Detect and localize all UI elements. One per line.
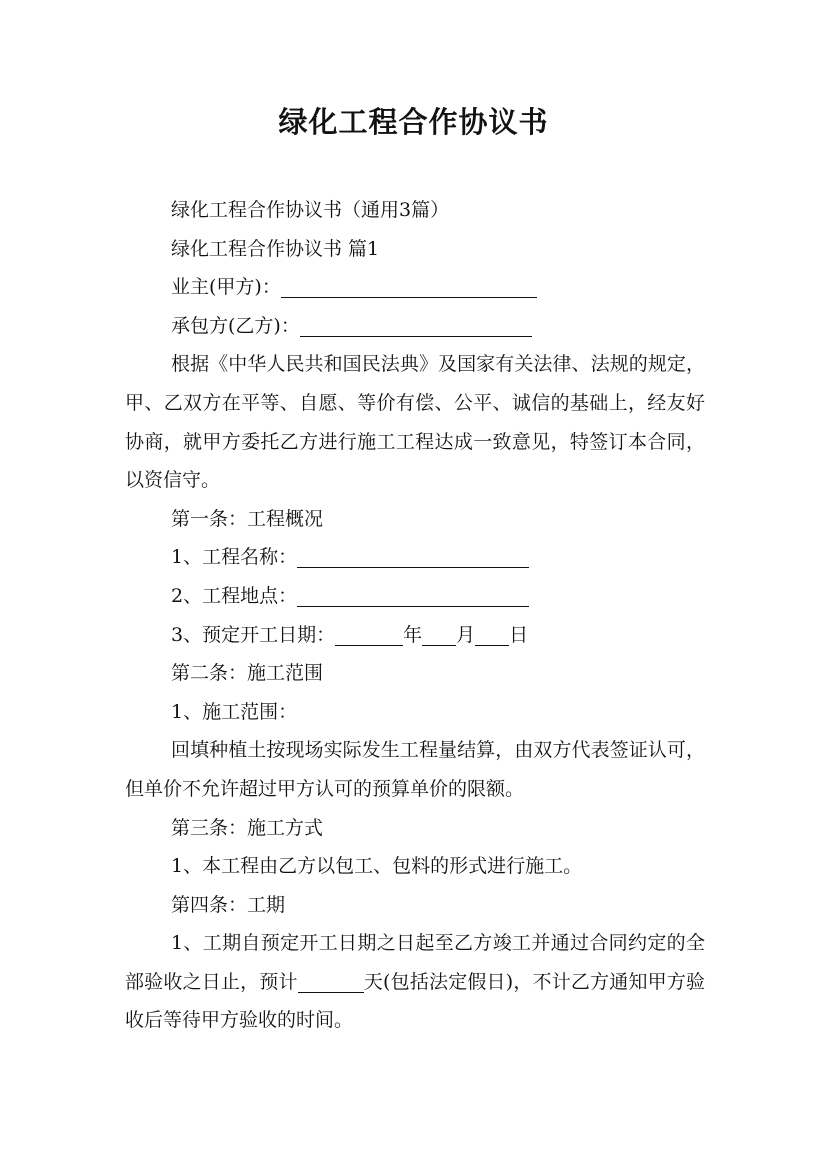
party-b-blank	[300, 314, 532, 337]
intro-paragraph: 根据《中华人民共和国民法典》及国家有关法律、法规的规定，甲、乙双方在平等、自愿、等价有偿、公平、诚信的基础上，经友好协商，就甲方委托乙方进行施工工程达成一致意见，特签订本合同，以资信守。	[125, 353, 705, 492]
article-1-heading: 第一条：工程概况	[171, 507, 324, 530]
project-name-blank	[297, 545, 529, 568]
project-location-blank	[297, 584, 529, 607]
article-2-heading: 第二条：施工范围	[171, 662, 324, 685]
period-text-before: 1、工期自预定开工日期之日起至乙方竣工并通过合同约定的全部验收之日止，预计	[125, 932, 705, 993]
project-location-line	[125, 577, 705, 616]
document-body	[125, 191, 705, 1040]
start-date-line	[125, 616, 705, 655]
party-a-label: 业主(甲方)：	[171, 276, 281, 299]
method-item: 1、本工程由乙方以包工、包料的形式进行施工。	[171, 855, 583, 878]
start-day-blank	[475, 623, 509, 646]
section-heading: 绿化工程合作协议书 篇1	[171, 237, 380, 260]
day-char: 日	[509, 623, 529, 646]
month-char: 月	[456, 623, 476, 646]
party-b-line	[125, 307, 705, 346]
scope-paragraph: 回填种植土按现场实际发生工程量结算，由双方代表签证认可，但单价不允许超过甲方认可的预算单价的限额。	[125, 739, 705, 800]
party-b-label: 承包方(乙方)：	[171, 314, 300, 337]
project-location-label: 2、工程地点：	[171, 584, 298, 607]
article-3-heading: 第三条：施工方式	[171, 816, 324, 839]
article-4-heading: 第四条：工期	[171, 893, 286, 916]
start-month-blank	[422, 623, 456, 646]
start-year-blank	[335, 623, 403, 646]
project-name-line	[125, 538, 705, 577]
party-a-line	[125, 268, 705, 307]
year-char: 年	[403, 623, 423, 646]
period-text-after: 天(包括法定假日)，不计乙方通知甲方验收后等待甲方验收的时间。	[125, 970, 705, 1032]
document-title: 绿化工程合作协议书	[278, 105, 549, 139]
period-paragraph	[125, 924, 705, 1040]
period-days-blank	[298, 970, 364, 993]
project-name-label: 1、工程名称：	[171, 546, 298, 569]
document-subtitle: 绿化工程合作协议书（通用3篇）	[171, 199, 450, 221]
start-date-label: 3、预定开工日期：	[171, 623, 336, 646]
party-a-blank	[281, 275, 537, 298]
scope-label: 1、施工范围：	[171, 700, 298, 723]
